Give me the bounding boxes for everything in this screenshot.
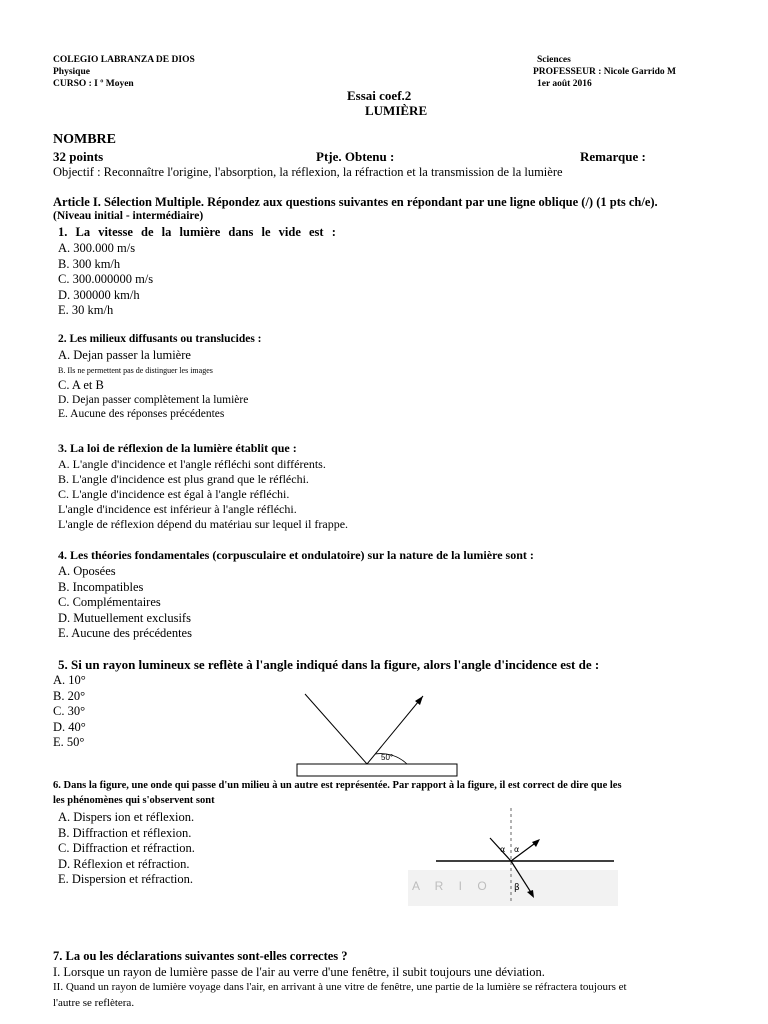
alpha-label: α [500,845,506,854]
obtenu-label: Ptje. Obtenu : [316,149,395,164]
question-3: 3. La loi de réflexion de la lumière établit que : [58,441,297,455]
option-e: E. Aucune des réponses précédentes [58,408,225,420]
subject: Physique [53,67,90,77]
area: Sciences [537,55,571,65]
question-6: 6. Dans la figure, une onde qui passe d'un milieu à un autre est représentée. Par rapport à la figure, il est correct de dire que les [53,780,622,791]
question-5: 5. Si un rayon lumineux se reflète à l'angle indiqué dans la figure, alors l'angle d'incidence est de : [58,657,600,672]
option-e: E. Dispersion et réfraction. [58,872,194,886]
question-5-options [53,673,86,751]
option-c: C. A et B [58,377,104,392]
exam-date: 1er août 2016 [537,79,592,89]
option-d: D. Mutuellement exclusifs [58,610,191,625]
watermark-text: A R I O [412,879,493,893]
option-c: C. L'angle d'incidence est égal à l'angle réfléchi. [58,487,290,501]
option-d: L'angle d'incidence est inférieur à l'angle réfléchi. [58,502,297,516]
question-6-options [58,810,195,888]
arrow-head-icon [532,839,540,847]
objective: Objectif : Reconnaître l'origine, l'absorption, la réflexion, la réfraction et la transmission de la lumière [53,165,563,179]
option-b: B. Diffraction et réflexion. [58,825,192,840]
angle-label: 50° [381,753,394,762]
option-b: B. Ils ne permettent pas de distinguer les images [58,365,213,375]
teacher: PROFESSEUR : Nicole Garrido M [533,67,677,77]
nombre-label: NOMBRE [53,132,116,147]
question-2: 2. Les milieux diffusants ou translucides : [58,333,262,345]
option-b: B. 300 km/h [58,256,121,271]
option-c: C. 300.000000 m/s [58,272,154,286]
exam-subtitle: LUMIÈRE [365,103,428,118]
statement-1: I. Lorsque un rayon de lumière passe de l'air au verre d'une fenêtre, il subit toujours une déviation. [53,965,545,979]
option-a: A. 10° [53,673,86,687]
option-b: B. L'angle d'incidence est plus grand que le réfléchi. [58,472,309,486]
exam-title: Essai coef.2 [347,88,412,103]
mirror-surface [297,764,457,776]
option-e: E. 50° [53,735,85,749]
option-c: C. 30° [53,704,86,718]
statement-2: II. Quand un rayon de lumière voyage dans l'air, en arrivant à une vitre de fenêtre, une partie de la lumière se réfractera toujours et [53,981,627,993]
option-c: C. Complémentaires [58,595,161,609]
option-b: B. Incompatibles [58,579,144,594]
school-name: COLEGIO LABRANZA DE DIOS [53,55,195,65]
option-c: C. Diffraction et réfraction. [58,841,195,855]
article-heading: Article I. Sélection Multiple. Répondez aux questions suivantes en répondant par une ligne oblique (/) (1 pts ch/e). [53,195,658,209]
option-d: D. 300000 km/h [58,287,140,302]
option-a: A. Dejan passer la lumière [58,348,191,362]
points-label: 32 points [53,149,104,164]
question-4-options [58,564,192,642]
question-1: 1. La vitesse de la lumière dans le vide est : [58,225,336,239]
incident-ray [305,694,367,764]
question-3-options [58,457,348,532]
course: CURSO : I º Moyen [53,79,134,89]
option-e: E. Aucune des précédentes [58,626,192,640]
option-e: E. 30 km/h [58,303,114,317]
option-a: A. Dispers ion et réflexion. [58,810,195,824]
remarque-label: Remarque : [580,149,646,164]
option-d: D. Dejan passer complètement la lumière [58,394,249,406]
option-d: D. Réflexion et réfraction. [58,856,190,871]
beta-label: β [514,883,520,893]
option-e: L'angle de réflexion dépend du matériau sur lequel il frappe. [58,517,349,531]
alpha-label: α [514,845,520,854]
statement-2-cont: l'autre se reflètera. [53,997,135,1009]
option-b: B. 20° [53,688,86,703]
refraction-figure [408,806,618,906]
option-a: A. 300.000 m/s [58,241,136,255]
question-6-line2: les phénomènes qui s'observent sont [53,795,215,806]
question-1-options [58,241,153,319]
option-a: A. L'angle d'incidence et l'angle réfléchi sont différents. [58,457,326,471]
article-level: (Niveau initial - intermédiaire) [53,210,204,222]
option-a: A. Oposées [58,564,116,578]
question-4: 4. Les théories fondamentales (corpusculaire et ondulatoire) sur la nature de la lumière sont : [58,548,534,562]
reflection-figure [295,690,465,780]
option-d: D. 40° [53,719,86,734]
question-7: 7. La ou les déclarations suivantes sont-elles correctes ? [53,949,348,963]
question-2-options [58,348,248,421]
